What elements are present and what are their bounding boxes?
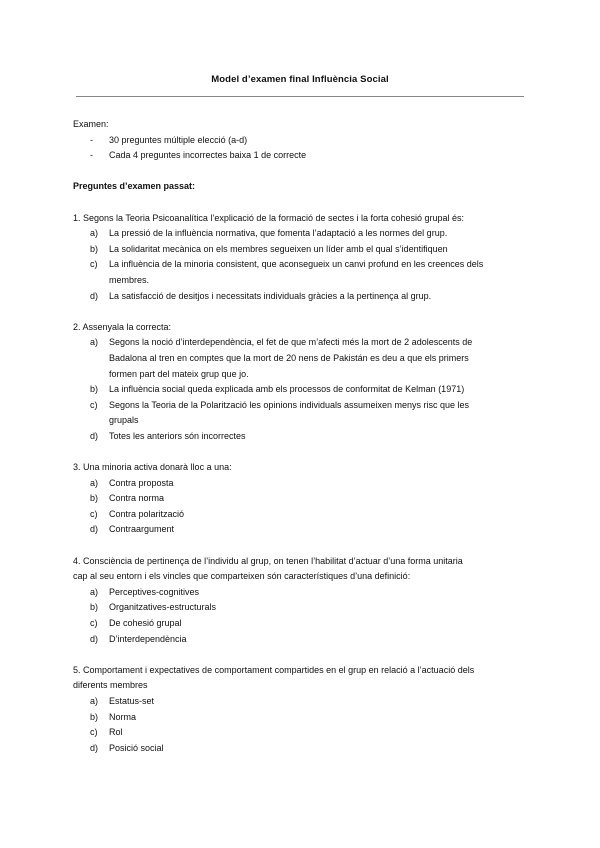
question-list xyxy=(73,211,533,757)
answer-option xyxy=(73,257,533,273)
option-letter: b) xyxy=(90,493,99,504)
option-letter: b) xyxy=(90,711,99,722)
option-letter: d) xyxy=(90,524,99,535)
answer-option xyxy=(73,585,533,601)
question-block xyxy=(73,663,533,757)
option-text: Organitzatives-estructurals xyxy=(109,602,217,613)
answer-option xyxy=(73,273,533,289)
option-letter: a) xyxy=(90,337,99,348)
answer-option xyxy=(73,413,533,429)
exam-info-list xyxy=(73,133,533,164)
answer-option xyxy=(73,741,533,757)
option-letter: d) xyxy=(90,290,99,301)
option-letter: c) xyxy=(90,618,98,628)
answer-option xyxy=(73,616,533,632)
option-text: La influència de la minoria consistent, que aconsegueix un canvi profund en les creences dels xyxy=(109,259,484,270)
option-text: D’interdependència xyxy=(109,633,187,644)
option-letter: c) xyxy=(90,399,98,410)
question-text: 3. Una minoria activa donarà lloc a una: xyxy=(73,462,232,473)
option-text: La solidaritat mecànica on els membres segueixen un líder amb el qual s’identifiquen xyxy=(109,243,448,254)
option-letter: b) xyxy=(90,384,99,395)
exam-info-item xyxy=(73,148,533,164)
exam-info-text: Cada 4 preguntes incorrectes baixa 1 de correcte xyxy=(109,150,307,161)
option-letter: b) xyxy=(90,243,99,254)
option-letter: a) xyxy=(90,586,99,597)
question-text: cap al seu entorn i els vincles que comparteixen són característiques d’una definició: xyxy=(73,571,411,582)
option-text: Rol xyxy=(109,727,123,738)
question-block xyxy=(73,211,533,305)
option-text: Badalona al tren en comptes que la mort de 20 nens de Pakistán es deu a que els primers xyxy=(109,352,469,363)
option-text: formen part del mateix grup que jo. xyxy=(109,368,249,379)
option-text: Posició social xyxy=(109,742,164,753)
option-letter: c) xyxy=(90,259,98,270)
option-text: De cohesió grupal xyxy=(109,618,182,628)
dash-bullet: - xyxy=(90,150,93,161)
option-letter: c) xyxy=(90,727,98,738)
answer-option xyxy=(73,710,533,726)
answer-option xyxy=(73,398,533,414)
exam-info-item xyxy=(73,133,533,149)
answer-option xyxy=(73,382,533,398)
exam-info-text: 30 preguntes múltiple elecció (a-d) xyxy=(109,134,248,145)
answer-option xyxy=(73,725,533,741)
option-letter: d) xyxy=(90,430,99,441)
question-text: diferents membres xyxy=(73,680,148,691)
answer-option xyxy=(73,476,533,492)
option-letter: b) xyxy=(90,602,99,613)
answer-option xyxy=(73,429,533,445)
answer-option xyxy=(73,367,533,383)
option-text: Totes les anteriors són incorrectes xyxy=(109,430,246,441)
option-text: Contra proposta xyxy=(109,477,174,488)
answer-option xyxy=(73,694,533,710)
option-text: Segons la noció d’interdependència, el fet de que m’afecti més la mort de 2 adolescents de xyxy=(109,337,473,348)
option-letter: c) xyxy=(90,508,98,519)
option-text: Norma xyxy=(109,711,137,722)
option-text: La influència social queda explicada amb els processos de conformitat de Kelman (1971) xyxy=(109,384,465,395)
option-text: Perceptives-cognitives xyxy=(109,586,200,597)
question-block xyxy=(73,554,533,648)
option-text: Contra norma xyxy=(109,493,165,504)
question-text: 4. Consciència de pertinença de l’individu al grup, on tenen l’habilitat d’actuar d’una forma unitaria xyxy=(73,555,463,566)
answer-option xyxy=(73,632,533,648)
option-text: Estatus-set xyxy=(109,695,155,706)
option-letter: a) xyxy=(90,477,99,488)
option-text: Contra polarització xyxy=(109,508,185,519)
question-block xyxy=(73,460,533,538)
answer-option xyxy=(73,226,533,242)
option-text: membres. xyxy=(109,274,150,285)
document-title: Model d’examen final Influència Social xyxy=(211,74,389,85)
answer-option xyxy=(73,522,533,538)
answer-option xyxy=(73,491,533,507)
answer-option xyxy=(73,335,533,351)
question-block xyxy=(73,320,533,445)
answer-option xyxy=(73,289,533,305)
option-text: Contraargument xyxy=(109,524,175,535)
answer-option xyxy=(73,600,533,616)
option-letter: d) xyxy=(90,633,99,644)
question-text: 1. Segons la Teoria Psicoanalítica l’explicació de la formació de sectes i la forta cohesió grupal és: xyxy=(73,212,465,223)
dash-bullet: - xyxy=(90,134,93,145)
past-questions-heading: Preguntes d’examen passat: xyxy=(73,181,196,192)
answer-option xyxy=(73,351,533,367)
option-text: La pressió de la influència normativa, que fomenta l’adaptació a les normes del grup. xyxy=(109,228,448,239)
option-text: Segons la Teoria de la Polarització les opinions individuals assumeixen menys risc que les xyxy=(109,399,470,410)
document-body xyxy=(73,117,533,756)
answer-option xyxy=(73,242,533,258)
question-text: 5. Comportament i expectatives de comportament compartides en el grup en relació a l’actuació dels xyxy=(73,664,475,675)
option-text: grupals xyxy=(109,415,139,426)
title-underline xyxy=(76,96,524,97)
option-letter: a) xyxy=(90,695,99,706)
option-letter: a) xyxy=(90,228,99,239)
exam-label: Examen: xyxy=(73,119,109,129)
question-text: 2. Assenyala la correcta: xyxy=(73,321,172,332)
option-letter: d) xyxy=(90,742,99,753)
option-text: La satisfacció de desitjos i necessitats individuals gràcies a la pertinença al grup. xyxy=(109,290,432,301)
answer-option xyxy=(73,507,533,523)
